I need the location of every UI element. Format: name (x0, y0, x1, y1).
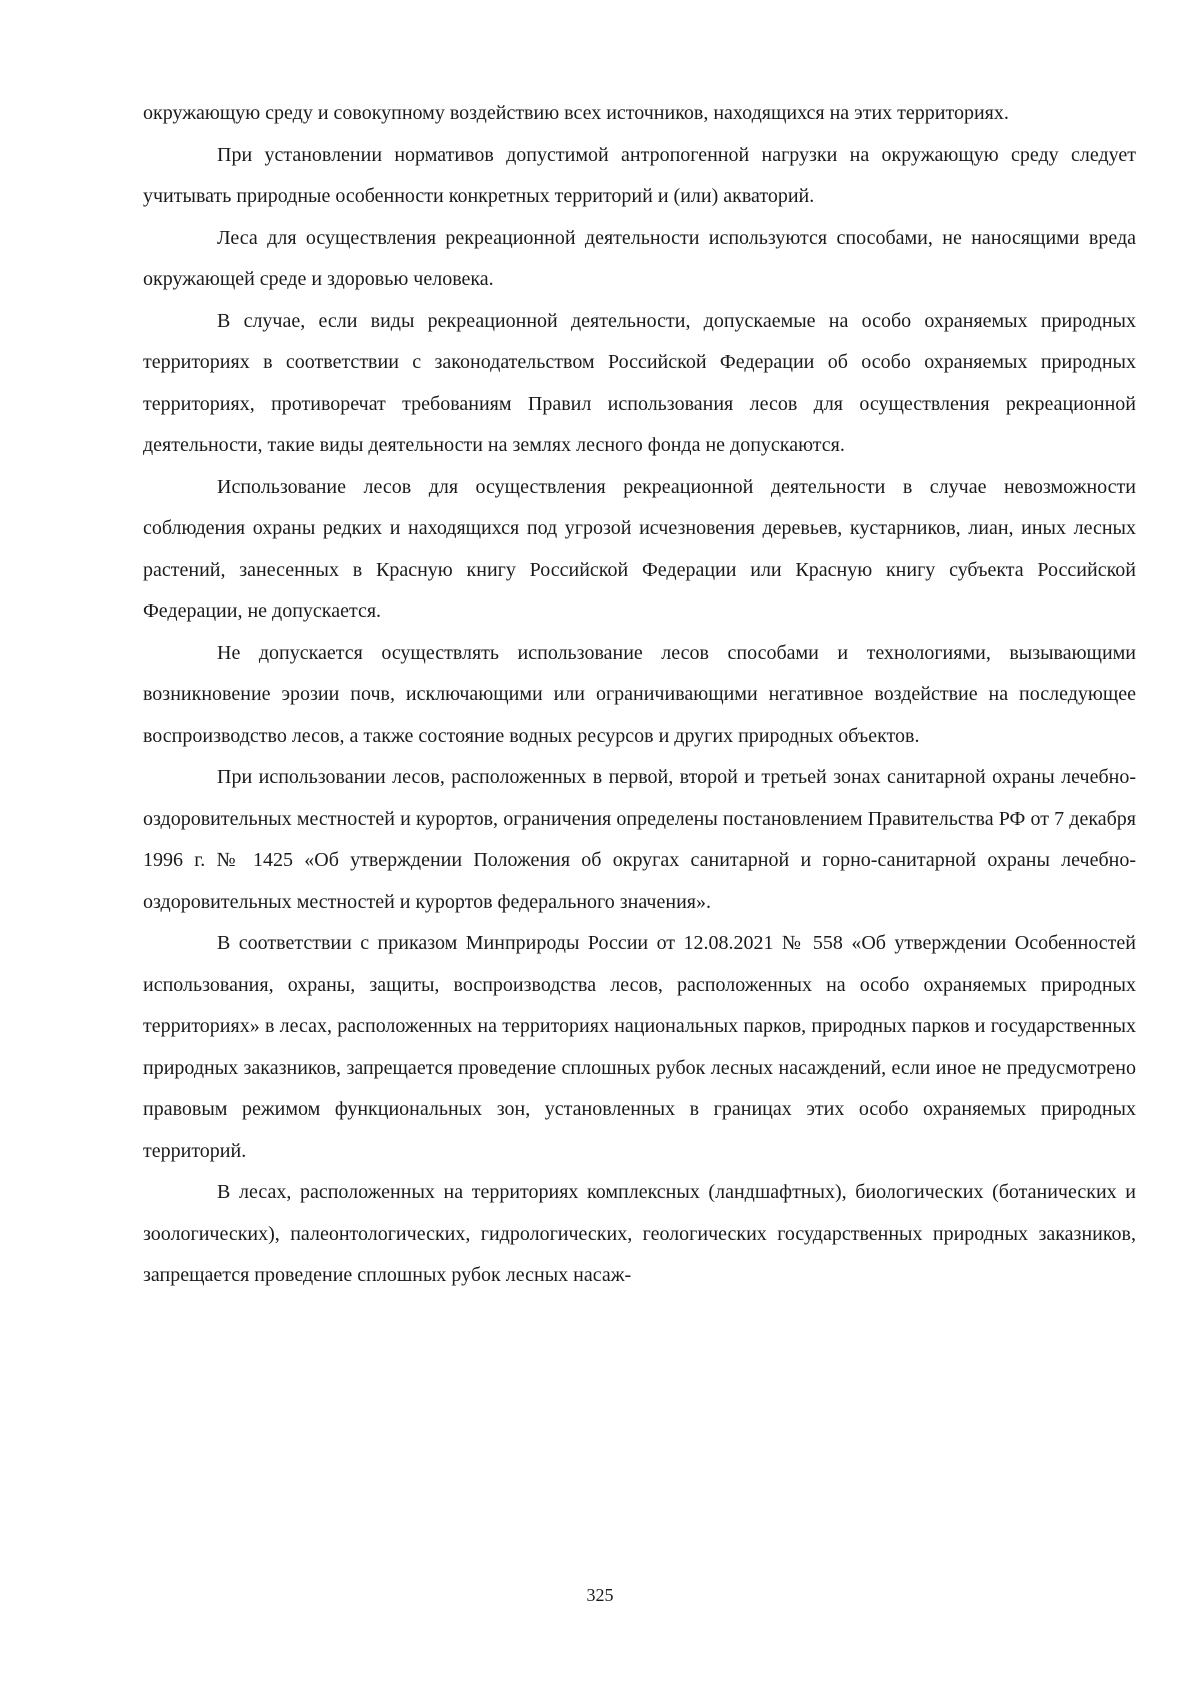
paragraph: Не допускается осуществлять использование лесов способами и технологиями, вызывающими возникновение эрозии почв, исключающими или ограничивающими негативное воздействие на последующее воспроизводство лесов, а также состояние водных ресурсов и других природных объектов. (143, 641, 1136, 747)
paragraph: При установлении нормативов допустимой антропогенной нагрузки на окружающую среду следует учитывать природные особенности конкретных территорий и (или) акваторий. (143, 143, 1136, 207)
paragraph: В лесах, расположенных на территориях комплексных (ландшафтных), биологических (ботанических и зоологических), палеонтологических, гидрологических, геологических государственных природных заказников, запрещается проведение сплошных рубок лесных насаж- (143, 1181, 1136, 1286)
paragraph-continued: окружающую среду и совокупному воздействию всех источников, находящихся на этих территориях. (143, 102, 1009, 124)
paragraph: При использовании лесов, расположенных в первой, второй и третьей зонах санитарной охраны лечебно-оздоровительных местностей и курортов, ограничения определены постановлением Правительства РФ от 7 декабря 1996 г. № 1425 «Об утверждении Положения об округах санитарной и горно-санитарной охраны лечебно-оздоровительных местностей и курортов федерального значения». (143, 766, 1136, 913)
body-text (143, 93, 1136, 1297)
paragraph: В соответствии с приказом Минприроды России от 12.08.2021 № 558 «Об утверждении Особенностей использования, охраны, защиты, воспроизводства лесов, расположенных на особо охраняемых природных территориях» в лесах, расположенных на территориях национальных парков, природных парков и государственных природных заказников, запрещается проведение сплошных рубок лесных насаждений, если иное не предусмотрено правовым режимом функциональных зон, установленных в границах этих особо охраняемых природных территорий. (143, 932, 1136, 1162)
page-number: 325 (586, 1585, 614, 1605)
paragraph: В случае, если виды рекреационной деятельности, допускаемые на особо охраняемых природных территориях в соответствии с законодательством Российской Федерации об особо охраняемых природных территориях, противоречат требованиям Правил использования лесов для осуществления рекреационной деятельности, такие виды деятельности на землях лесного фонда не допускаются. (143, 309, 1136, 456)
paragraph: Использование лесов для осуществления рекреационной деятельности в случае невозможности соблюдения охраны редких и находящихся под угрозой исчезновения деревьев, кустарников, лиан, иных лесных растений, занесенных в Красную книгу Российской Федерации или Красную книгу субъекта Российской Федерации, не допускается. (143, 475, 1136, 622)
paragraph: Леса для осуществления рекреационной деятельности используются способами, не наносящими вреда окружающей среде и здоровью человека. (143, 226, 1136, 290)
